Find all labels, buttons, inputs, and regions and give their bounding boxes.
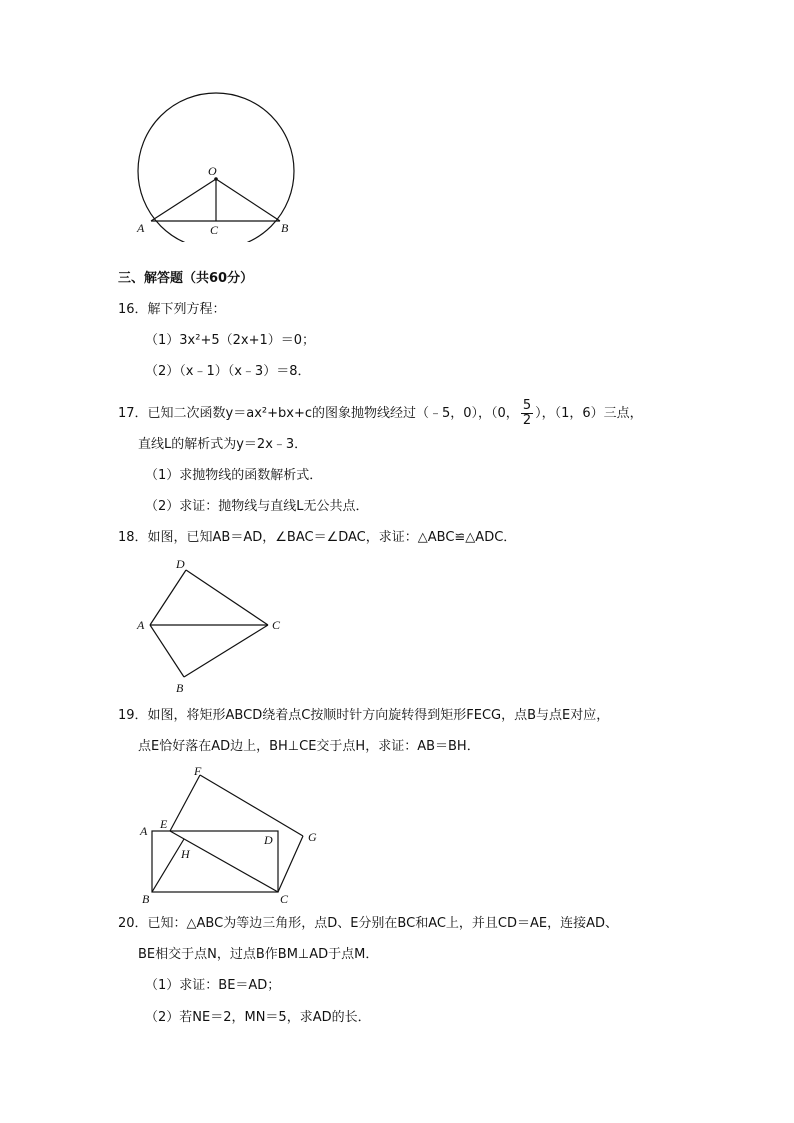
label-b: B — [142, 892, 150, 905]
label-b: B — [176, 681, 184, 695]
q19-figure — [132, 760, 332, 905]
segment-fe — [170, 775, 200, 831]
circle-figure — [128, 92, 308, 242]
segment-dc — [186, 570, 268, 625]
segment-ab — [150, 625, 184, 677]
q18-stem: 18．如图，已知AB＝AD，∠BAC＝∠DAC，求证：△ABC≌△ADC． — [118, 530, 517, 545]
fraction-denominator: 2 — [522, 413, 532, 428]
label-a: A — [137, 221, 145, 235]
q19-line2: 点E恰好落在AD边上，BH⊥CE交于点H，求证：AB＝BH． — [138, 739, 480, 754]
q16-part2: （2）（x﹣1）（x﹣3）＝8． — [145, 364, 311, 379]
fraction-numerator: 5 — [522, 398, 532, 413]
q17-fraction — [521, 399, 533, 428]
q16-stem: 16．解下列方程： — [118, 302, 226, 317]
label-b: B — [281, 221, 289, 235]
segment-fg — [200, 775, 303, 836]
q17-line2: 直线L的解析式为y＝2x﹣3． — [138, 437, 308, 452]
label-d: D — [176, 557, 185, 571]
q17-stem-b: ），（1，6）三点， — [535, 406, 643, 421]
label-c: C — [280, 892, 289, 905]
q20-part1: （1）求证：BE＝AD； — [145, 978, 281, 993]
segment-ad — [150, 570, 186, 625]
label-c: C — [210, 223, 219, 237]
label-f: F — [194, 764, 202, 778]
segment-oa — [151, 179, 216, 221]
q17-stem-a: 17．已知二次函数y＝ax²+bx+c的图象抛物线经过（﹣5，0），（0， — [118, 406, 519, 421]
q17-part2: （2）求证：抛物线与直线L无公共点． — [145, 499, 369, 514]
q20-line1: 20．已知：△ABC为等边三角形，点D、E分别在BC和AC上，并且CD＝AE，连接AD、 — [118, 916, 619, 931]
segment-bc — [184, 625, 268, 677]
label-c: C — [272, 618, 281, 632]
q17-part1: （1）求抛物线的函数解析式． — [145, 468, 323, 483]
section-title: 三、解答题（共60分） — [118, 271, 254, 286]
label-a: A — [140, 824, 148, 838]
label-e: E — [160, 817, 168, 831]
label-g: G — [308, 830, 317, 844]
q19-line1: 19．如图，将矩形ABCD绕着点C按顺时针方向旋转得到矩形FECG，点B与点E对应， — [118, 708, 610, 723]
q18-figure — [132, 552, 292, 700]
segment-bh — [152, 839, 184, 892]
q16-part1: （1）3x²+5（2x+1）＝0； — [145, 333, 316, 348]
label-a: A — [137, 618, 145, 632]
label-h: H — [181, 847, 190, 861]
segment-ec — [170, 831, 278, 892]
segment-ob — [216, 179, 280, 221]
label-d: D — [264, 833, 273, 847]
label-o: O — [208, 164, 217, 178]
q17-stem — [118, 399, 643, 428]
q20-part2: （2）若NE＝2，MN＝5，求AD的长． — [145, 1010, 371, 1025]
segment-gc — [278, 836, 303, 892]
q20-line2: BE相交于点N，过点B作BM⊥AD于点M． — [138, 947, 379, 962]
